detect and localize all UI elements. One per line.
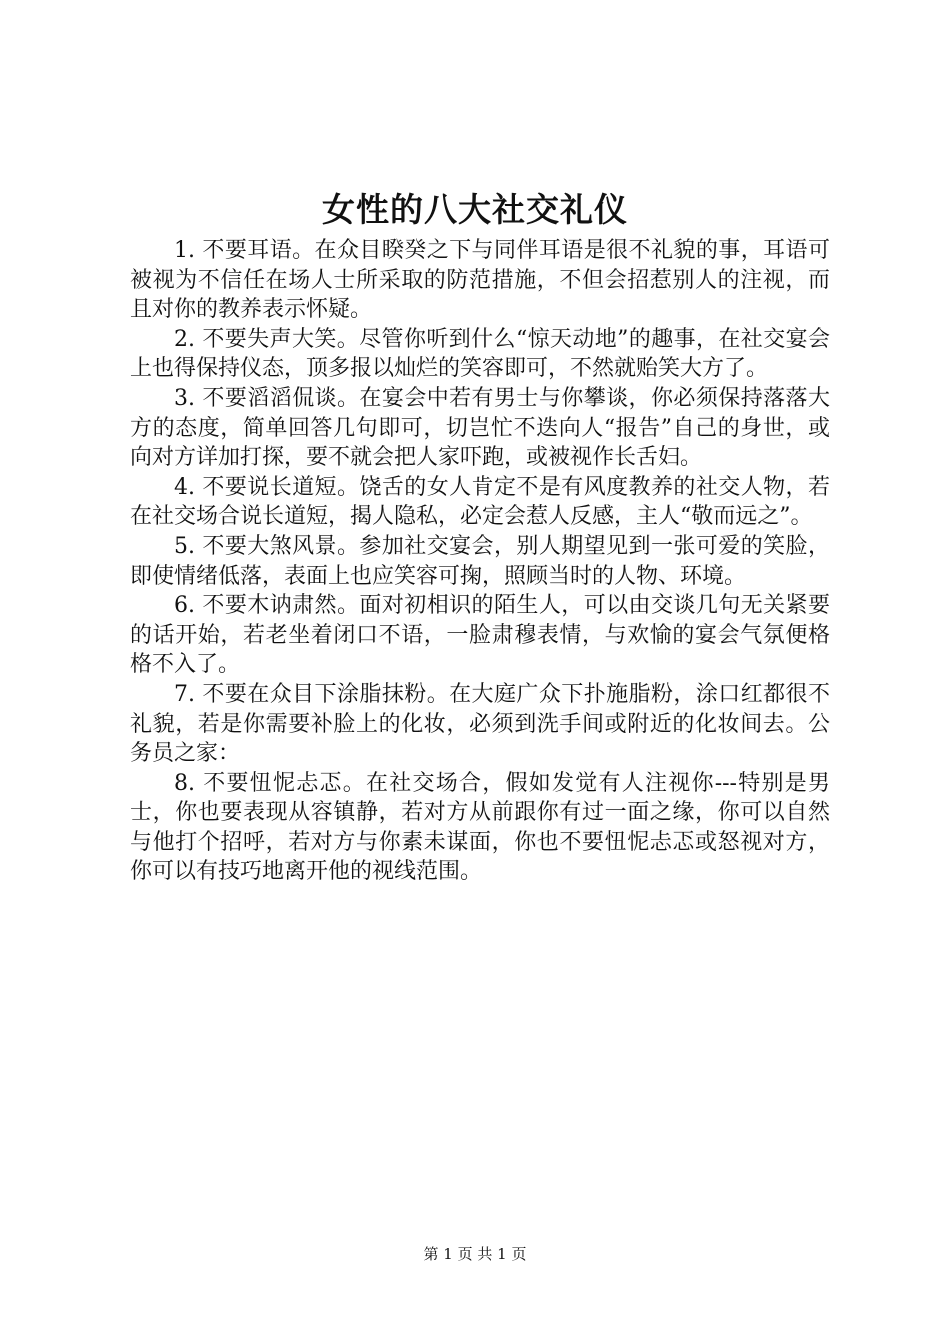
- document-title: 女性的八大社交礼仪: [322, 190, 628, 229]
- paragraph-6: 6. 不要木讷肃然。面对初相识的陌生人，可以由交谈几句无关紧要的话开始，若老坐着闭口不语，一脸肃穆表情，与欢愉的宴会气氛便格格不入了。: [130, 593, 830, 678]
- paragraph-3: 3. 不要滔滔侃谈。在宴会中若有男士与你攀谈，你必须保持落落大方的态度，简单回答几句即可，切岂忙不迭向人“报告”自己的身世，或向对方详加打探，要不就会把人家吓跑，或被视作长舌妇。: [130, 385, 830, 471]
- paragraph-8: 8. 不要忸怩忐忑。在社交场合，假如发觉有人注视你---特别是男士，你也要表现从容镇静，若对方从前跟你有过一面之缘，你可以自然与他打个招呼，若对方与你素未谋面，你也不要忸怩忐忑或怒视对方，你可以有技巧地离开他的视线范围。: [130, 770, 830, 885]
- document-body: [130, 236, 830, 887]
- paragraph-4: 4. 不要说长道短。饶舌的女人肯定不是有风度教养的社交人物，若在社交场合说长道短，揭人隐私，必定会惹人反感，主人“敬而远之”。: [130, 474, 830, 530]
- paragraph-7: 7. 不要在众目下涂脂抹粉。在大庭广众下扑施脂粉，涂口红都很不礼貌，若是你需要补脸上的化妆，必须到洗手间或附近的化妆间去。公务员之家：: [130, 681, 830, 767]
- paragraph-2: 2. 不要失声大笑。尽管你听到什么“惊天动地”的趣事，在社交宴会上也得保持仪态，顶多报以灿烂的笑容即可，不然就贻笑大方了。: [130, 326, 830, 382]
- page-footer: 第 1 页 共 1 页: [423, 1245, 527, 1263]
- paragraph-1: 1. 不要耳语。在众目睽癸之下与同伴耳语是很不礼貌的事，耳语可被视为不信任在场人士所采取的防范措施，不但会招惹别人的注视，而且对你的教养表示怀疑。: [130, 238, 830, 323]
- paragraph-5: 5. 不要大煞风景。参加社交宴会，别人期望见到一张可爱的笑脸，即使情绪低落，表面上也应笑容可掬，照顾当时的人物、环境。: [130, 533, 830, 589]
